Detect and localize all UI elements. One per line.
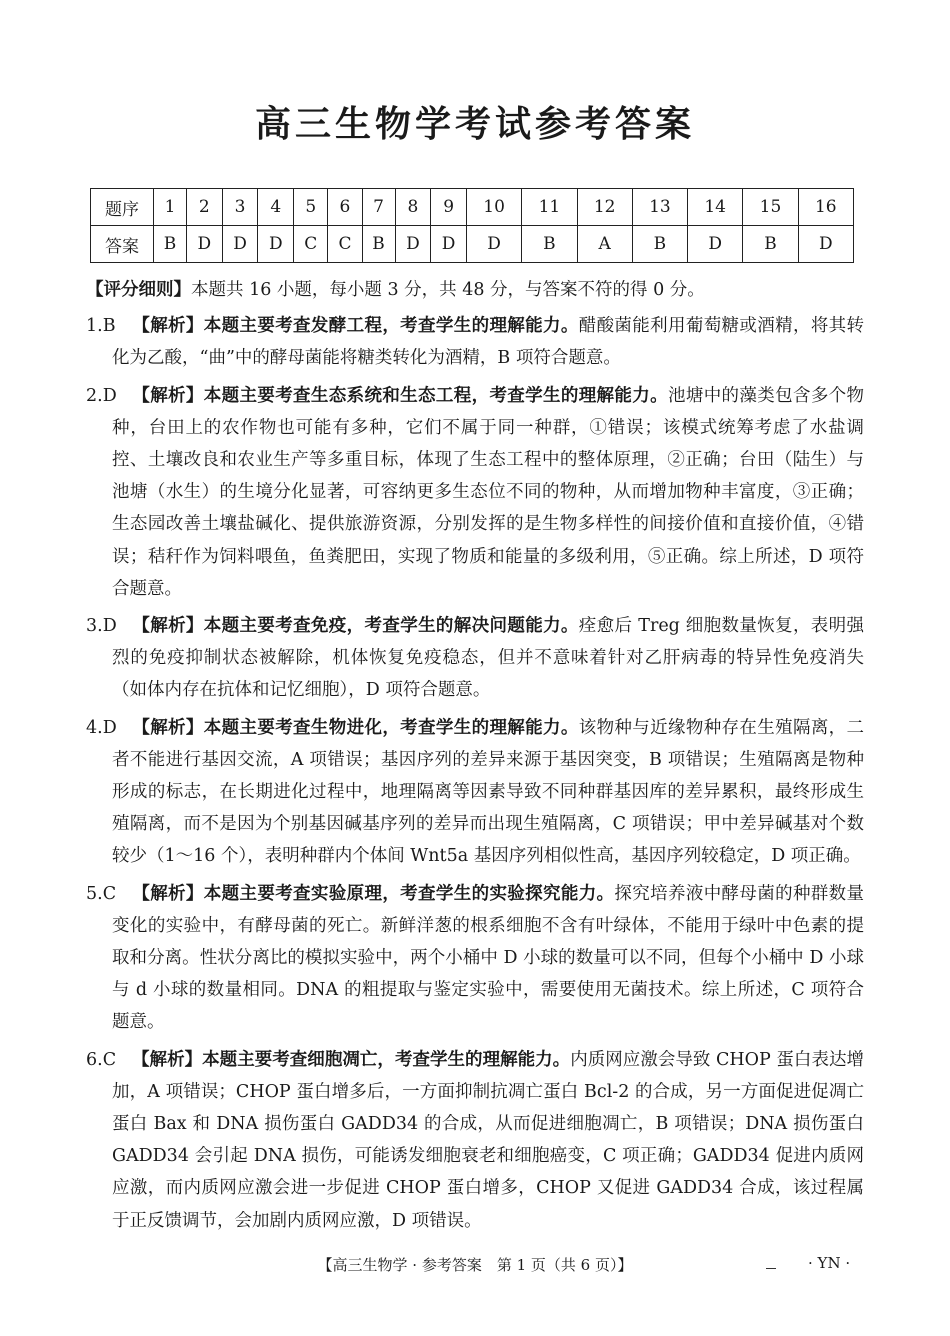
answer-cell: C — [294, 226, 328, 263]
question-explanation-6 — [86, 1044, 864, 1237]
answer-cell: B — [362, 226, 395, 263]
question-focus: 本题主要考查生物进化，考查学生的理解能力。 — [203, 717, 579, 738]
question-explanation-5 — [86, 878, 864, 1039]
answer-table — [90, 188, 854, 263]
answer-cell: A — [577, 226, 632, 263]
answer-cell: B — [632, 226, 687, 263]
question-number: 14 — [688, 189, 743, 226]
answer-cell: D — [466, 226, 521, 263]
question-number: 5 — [294, 189, 328, 226]
answer-cell: D — [222, 226, 258, 263]
answer-cell: D — [395, 226, 431, 263]
question-answer-key: 6.C — [86, 1049, 117, 1070]
explanation-text: 醋酸菌能利用葡萄糖或酒精，将其转化为乙酸，“曲”中的酵母菌能将糖类转化为酒精，B 项符合题意。 — [112, 316, 865, 369]
question-number: 10 — [466, 189, 521, 226]
question-number: 12 — [577, 189, 632, 226]
analysis-tag: 【解析】 — [132, 1049, 203, 1070]
question-number: 13 — [632, 189, 687, 226]
question-answer-key: 3.D — [86, 616, 117, 637]
answer-cell: D — [186, 226, 222, 263]
answer-cell: B — [154, 226, 187, 263]
question-number-row — [91, 189, 854, 226]
row-label-question: 题序 — [91, 189, 154, 226]
explanation-text: 该物种与近缘物种存在生殖隔离，二者不能进行基因交流，A 项错误；基因序列的差异来源于基因突变，B 项错误；生殖隔离是物种形成的标志，在长期进化过程中，地理隔离等因素导致不同种群基因库的差异累积，最终形成生殖隔离，而不是因为个别基因碱基序列的差异而出现生殖隔离，C 项错误；甲中差异碱基对个数较少（1～16 个），表明种群内个体间 Wnt5a 基因序列相似性高，基因序列较稳定，D 项正确。 — [112, 717, 865, 867]
page-title: 高三生物学考试参考答案 — [254, 104, 695, 145]
explanations — [86, 274, 864, 1242]
explanation-text: 探究培养液中酵母菌的种群数量变化的实验中，有酵母菌的死亡。新鲜洋葱的根系细胞不含有叶绿体，不能用于绿叶中色素的提取和分离。性状分离比的模拟实验中，两个小桶中 D 小球的数量可以不同，但每个小桶中 D 小球与 d 小球的数量相同。DNA 的粗提取与鉴定实验中，需要使用无菌技术。综上所述，C 项符合题意。 — [112, 883, 865, 1033]
question-explanation-3 — [86, 610, 864, 707]
question-number: 2 — [186, 189, 222, 226]
question-number: 6 — [328, 189, 362, 226]
question-number: 16 — [798, 189, 853, 226]
question-explanation-1 — [86, 310, 864, 374]
explanation-text: 内质网应激会导致 CHOP 蛋白表达增加，A 项错误；CHOP 蛋白增多后，一方面抑制抗凋亡蛋白 Bcl-2 的合成，另一方面促进促凋亡蛋白 Bax 和 DNA 损伤蛋白 GADD34 的合成，从而促进细胞凋亡，B 项错误；DNA 损伤蛋白 GADD34 会引起 DNA 损伤，可能诱发细胞衰老和细胞癌变，C 项正确；GADD34 促进内质网应激，而内质网应激会进一步促进 CHOP 蛋白增多，CHOP 又促进 GADD34 合成，该过程属于正反馈调节，会加剧内质网应激，D 项错误。 — [112, 1049, 864, 1231]
question-number: 11 — [522, 189, 577, 226]
question-number: 1 — [154, 189, 187, 226]
footer-divider — [766, 1268, 776, 1269]
answer-cell: B — [743, 226, 798, 263]
question-explanation-4 — [86, 712, 864, 873]
answer-cell: B — [522, 226, 577, 263]
question-number: 15 — [743, 189, 798, 226]
answer-row — [91, 226, 854, 263]
question-number: 9 — [431, 189, 467, 226]
analysis-tag: 【解析】 — [132, 616, 204, 637]
analysis-tag: 【解析】 — [132, 717, 204, 738]
analysis-tag: 【解析】 — [132, 883, 204, 904]
question-number: 7 — [362, 189, 395, 226]
answer-cell: D — [258, 226, 294, 263]
explanation-text: 池塘中的藻类包含多个物种，台田上的农作物也可能有多种，它们不属于同一种群，①错误；该模式统筹考虑了水盐调控、土壤改良和农业生产等多重目标，体现了生态工程中的整体原理，②正确；台田（陆生）与池塘（水生）的生境分化显著，可容纳更多生态位不同的物种，从而增加物种丰富度，③正确；生态园改善土壤盐碱化、提供旅游资源，分别发挥的是生物多样性的间接价值和直接价值，④错误；秸秆作为饲料喂鱼，鱼粪肥田，实现了物质和能量的多级利用，⑤正确。综上所述，D 项符合题意。 — [112, 385, 865, 599]
question-focus: 本题主要考查细胞凋亡，考查学生的理解能力。 — [202, 1049, 571, 1070]
question-number: 4 — [258, 189, 294, 226]
explanation-text: 痊愈后 Treg 细胞数量恢复，表明强烈的免疫抑制状态被解除，机体恢复免疫稳态，但并不意味着针对乙肝病毒的特异性免疫消失（如体内存在抗体和记忆细胞），D 项符合题意。 — [112, 616, 865, 701]
question-answer-key: 4.D — [86, 717, 117, 738]
question-answer-key: 2.D — [86, 385, 117, 406]
page-footer: 【高三生物学 · 参考答案 第 1 页（共 6 页）】 — [317, 1256, 633, 1274]
answer-cell: D — [688, 226, 743, 263]
question-answer-key: 5.C — [86, 883, 117, 904]
analysis-tag: 【解析】 — [132, 316, 204, 337]
answer-cell: D — [431, 226, 467, 263]
footer-mark: · YN · — [808, 1254, 851, 1272]
row-label-answer: 答案 — [91, 226, 154, 263]
answer-cell: D — [798, 226, 853, 263]
question-number: 8 — [395, 189, 431, 226]
scoring-rule-label: 【评分细则】 — [86, 280, 191, 300]
answer-cell: C — [328, 226, 362, 263]
scoring-rule-text: 本题共 16 小题，每小题 3 分，共 48 分，与答案不符的得 0 分。 — [191, 280, 705, 300]
scoring-rule — [86, 274, 864, 306]
analysis-tag: 【解析】 — [132, 385, 204, 406]
question-focus: 本题主要考查免疫，考查学生的解决问题能力。 — [203, 616, 579, 637]
question-number: 3 — [222, 189, 258, 226]
question-focus: 本题主要考查实验原理，考查学生的实验探究能力。 — [203, 883, 615, 904]
question-answer-key: 1.B — [86, 316, 116, 337]
question-explanation-2 — [86, 380, 864, 605]
question-focus: 本题主要考查发酵工程，考查学生的理解能力。 — [203, 316, 579, 337]
question-focus: 本题主要考查生态系统和生态工程，考查学生的理解能力。 — [203, 385, 668, 406]
